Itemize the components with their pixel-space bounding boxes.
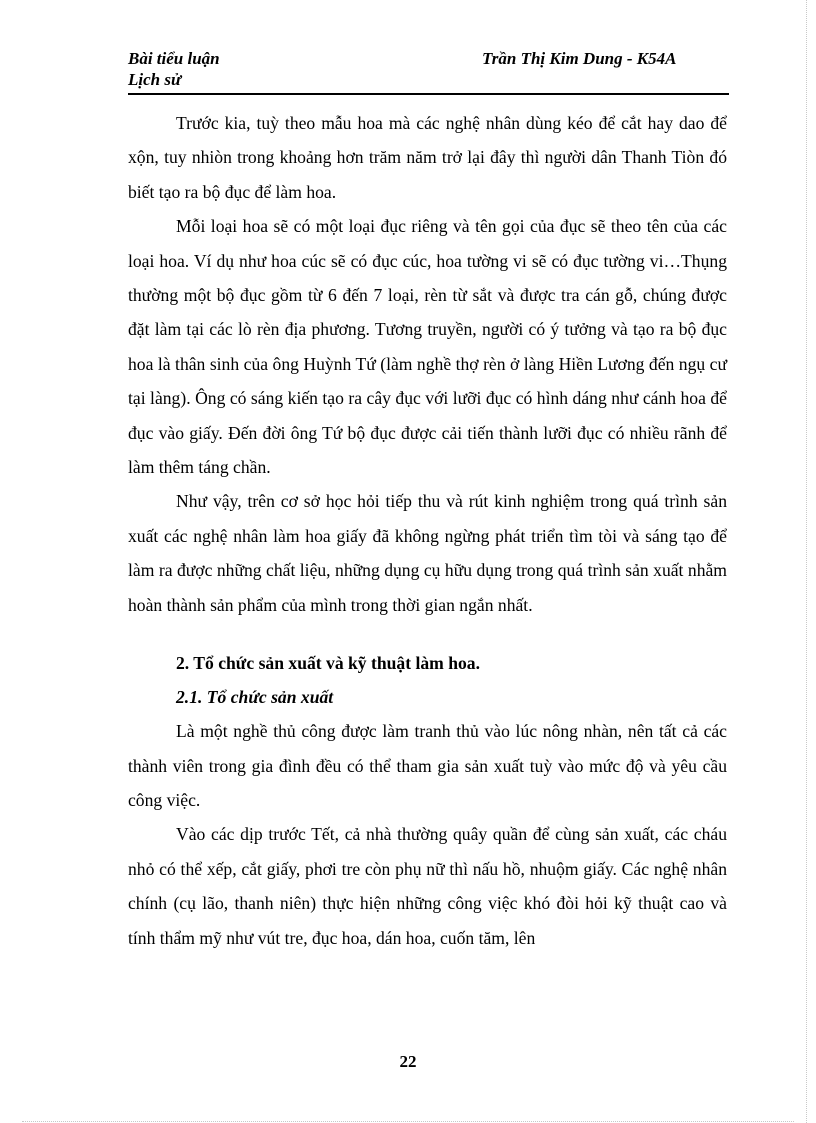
- header-course-title: Bài tiểu luận: [128, 49, 220, 68]
- paragraph: Vào các dịp trước Tết, cả nhà thường quây quần để cùng sản xuất, các cháu nhỏ có thể xếp, cắt giấy, phơi tre còn phụ nữ thì nấu hồ, nhuộm giấy. Các nghệ nhân chính (cụ lão, thanh niên) thực hiện những công việc khó đòi hỏi kỹ thuật cao và tính thẩm mỹ như vút tre, đục hoa, dán hoa, cuốn tăm, lên: [128, 824, 727, 948]
- page-header: [128, 48, 728, 94]
- page-bottom-border: [22, 1121, 794, 1122]
- page-body: [128, 106, 727, 955]
- header-author: Trần Thị Kim Dung - K54A: [482, 49, 677, 68]
- paragraph: Trước kia, tuỳ theo mẫu hoa mà các nghệ nhân dùng kéo để cắt hay dao để xộn, tuy nhiòn trong khoảng hơn trăm năm trở lại đây thì người dân Thanh Tiòn đó biết tạo ra bộ đục để làm hoa.: [128, 113, 727, 202]
- spacer: [128, 622, 727, 646]
- section-heading: 2. Tổ chức sản xuất và kỹ thuật làm hoa.: [176, 653, 480, 674]
- paragraph: Là một nghề thủ công được làm tranh thủ vào lúc nông nhàn, nên tất cả các thành viên trong gia đình đều có thể tham gia sản xuất tuỳ vào mức độ và yêu cầu công việc.: [128, 721, 727, 810]
- page-number: 22: [399, 1052, 417, 1071]
- page-right-border: [806, 0, 807, 1123]
- header-left: [128, 48, 220, 90]
- paragraph: Mỗi loại hoa sẽ có một loại đục riêng và tên gọi của đục sẽ theo tên của các loại hoa. Ví dụ như hoa cúc sẽ có đục cúc, hoa tường vi sẽ có đục tường vi…Thụng thường một bộ đục gồm từ 6 đến 7 loại, rèn từ sắt và được tra cán gỗ, chúng được đặt làm tại các lò rèn địa phương. Tương truyền, người có ý tưởng và tạo ra bộ đục hoa là thân sinh của ông Huỳnh Tứ (làm nghề thợ rèn ở làng Hiền Lương đến ngụ cư tại làng). Ông có sáng kiến tạo ra cây đục với lưỡi đục có hình dáng như cánh hoa để đục vào giấy. Đến đời ông Tứ bộ đục được cải tiến thành lưỡi đục có nhiều rãnh để làm thêm táng chần.: [128, 216, 727, 478]
- header-rule: [128, 93, 729, 95]
- paragraph: Như vậy, trên cơ sở học hỏi tiếp thu và rút kinh nghiệm trong quá trình sản xuất các nghệ nhân làm hoa giấy đã không ngừng phát triển tìm tòi và sáng tạo để làm ra được những chất liệu, những dụng cụ hữu dụng trong quá trình sản xuất nhằm hoàn thành sản phẩm của mình trong thời gian ngắn nhất.: [128, 491, 727, 615]
- subsection-heading: 2.1. Tổ chức sản xuất: [176, 687, 334, 708]
- header-subject: Lịch sử: [128, 70, 182, 89]
